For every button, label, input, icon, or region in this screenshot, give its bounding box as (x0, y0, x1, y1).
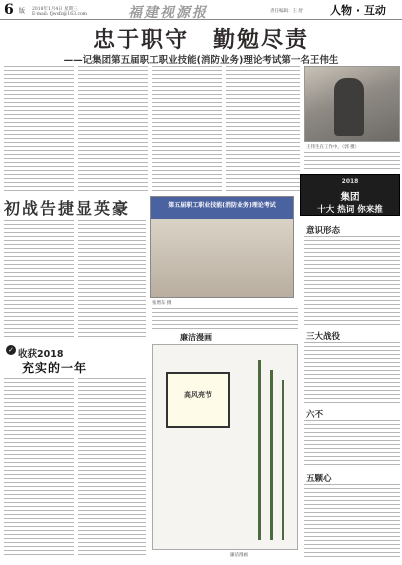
section2-column-3 (152, 308, 298, 330)
main-headline: 忠于职守 勤勉尽责 (92, 27, 309, 53)
harvest-label: 收获2018 (18, 349, 64, 360)
feature-column-2 (78, 66, 148, 192)
right-column-1 (304, 236, 400, 326)
harvest-column-2 (78, 378, 146, 558)
promo-year: 2018 (341, 178, 359, 185)
date-line: 2018年1月4日 星期三 (32, 7, 78, 12)
section2-photo-banner: 第五届职工职业技能(消防业务)理论考试 (168, 202, 276, 209)
section-name: 人物 · 互动 (330, 4, 386, 17)
right-head-three-battles: 三大战役 (306, 332, 341, 342)
section2-headline: 初战告捷显英豪 (4, 199, 131, 218)
right-column-2 (304, 342, 400, 404)
right-head-six-nots: 六不 (306, 410, 324, 420)
cartoon-calligraphy-frame (166, 372, 230, 428)
right-column-3 (304, 420, 400, 468)
cartoon-frame-text: 高风亮节 (184, 390, 212, 399)
email-line: E-mail: fjwsfz@163.com (32, 12, 87, 17)
cartoon-credit: 廉洁漫画 (230, 553, 248, 558)
page-suffix: 版 (19, 8, 26, 15)
editor-line: 责任编辑：王 舒 (270, 9, 303, 14)
right-head-five-hearts: 五颗心 (306, 474, 332, 484)
feature-column-4 (226, 66, 300, 192)
page-number: 6 (4, 2, 14, 18)
right-column-4 (304, 484, 400, 560)
section2-photo (150, 196, 294, 298)
section2-column-2 (78, 220, 146, 338)
harvest-headline: 充实的一年 (22, 361, 88, 375)
paper-name: 福建视源报 (128, 5, 208, 21)
right-head-ideology: 意识形态 (306, 226, 341, 236)
feature-column-3 (152, 66, 222, 192)
checkmark-icon: ✓ (6, 345, 16, 355)
main-subheadline: ——记集团第五届职工职业技能(消防业务)理论考试第一名王伟生 (63, 55, 339, 66)
harvest-column-1 (4, 378, 74, 558)
bamboo-stalk (270, 370, 273, 540)
feature-column-1 (4, 66, 74, 192)
bamboo-stalk (258, 360, 261, 540)
feature-photo-caption: 王伟生在工作中。（郭 摄） (306, 145, 360, 150)
promo-main-text: 集团 (340, 192, 360, 203)
promo-sub-text: 十大 热词 你来推 (317, 205, 383, 215)
section2-photo-caption: 张增东 摄 (152, 301, 172, 306)
section2-column-1 (4, 220, 74, 338)
bamboo-stalk (282, 380, 284, 540)
feature-column-5 (304, 152, 400, 170)
feature-photo-subject (334, 78, 364, 136)
cartoon-heading: 廉洁漫画 (180, 333, 212, 342)
